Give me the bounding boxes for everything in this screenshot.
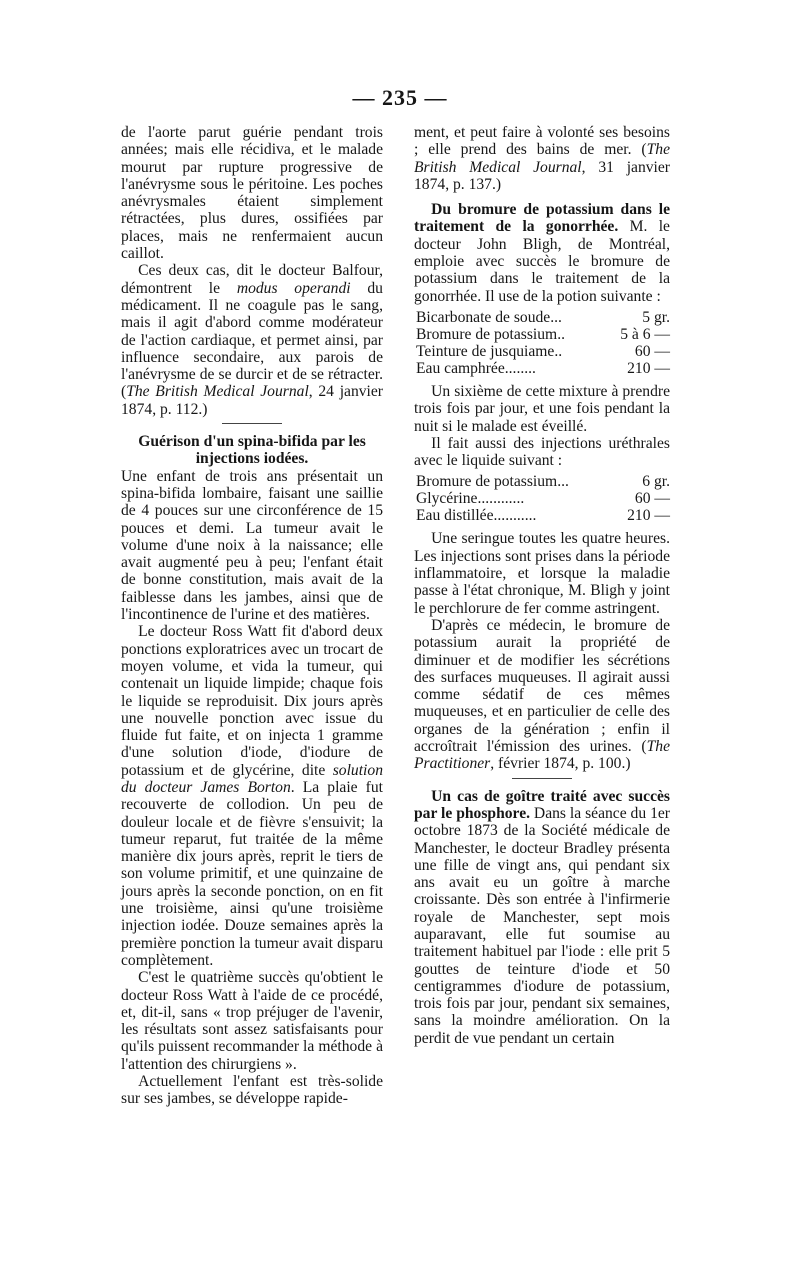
paragraph: C'est le quatrième succès qu'obtient le docteur Ross Watt à l'aide de ce procédé, et, dit-il, sans « trop préjuger de l'avenir, les résultats sont assez satisfaisants pour qu'ils puissent recommander la méthode à l'attention des chirurgiens ». <box>121 969 383 1073</box>
section-divider <box>512 778 572 779</box>
paragraph: Une seringue toutes les quatre heures. Les injections sont prises dans la période inflammatoire, et lorsque la maladie passe à l'état chronique, M. Bligh y joint le perchlorure de fer comme astringent. <box>414 530 670 617</box>
formula-row: Glycérine............ 60 — <box>416 490 670 508</box>
left-column <box>121 124 383 1108</box>
right-column <box>414 124 670 1047</box>
section-heading: Guérison d'un spina-bifida par les injections iodées. <box>138 433 366 468</box>
journal-citation: The Practitioner <box>414 738 670 773</box>
paragraph: Il fait aussi des injections uréthrales avec le liquide suivant : <box>414 434 670 470</box>
formula-row: Eau camphrée........ 210 — <box>416 359 670 377</box>
paragraph: Le docteur Ross Watt fit d'abord deux ponctions exploratrices avec un trocart de moyen volume, et vida la tumeur, qui contenait un liquide limpide; chaque fois le liquide se reproduisit. Dix jours après une nouvelle ponction avec issue du fluide fut faite, et on injecta 1 gramme d'une solution d'iode, d'iodure de potassium et de glycérine, dite solution du docteur James Borton. La plaie fut recouverte de collodion. Un peu de douleur locale et de fièvre s'ensuivit; la tumeur reparut, fut traitée de la même manière dix jours après, reprit le tiers de son volume primitif, et une quinzaine de jours après la seconde ponction, on en fit une troisième, ainsi qu'une troisième injection iodée. Douze semaines après la première ponction la tumeur avait disparu complètement. <box>121 623 383 969</box>
paragraph: Actuellement l'enfant est très-solide sur ses jambes, se développe rapide- <box>121 1073 383 1108</box>
journal-citation: The British Medical Journal <box>126 383 309 401</box>
section-paragraph: Du bromure de potassium dans le traitement de la gonorrhée. M. le docteur John Bligh, de Montréal, emploie avec succès le bromure de potassium dans le traitement de la gonorrhée. Il use de la potion suivante : <box>414 201 670 305</box>
italic-phrase: modus operandi <box>236 279 351 297</box>
paragraph: Ces deux cas, dit le docteur Balfour, démontrent le modus operandi du médicament. Il ne coagule pas le sang, mais il agit d'abord comme modérateur de l'action cardiaque, et permet ainsi, par influence secondaire, aux parois de l'anévrysme de se durcir et de se rétracter. (The British Medical Journal, 24 janvier 1874, p. 112.) <box>121 262 383 418</box>
formula-row: Bromure de potassium.. 5 à 6 — <box>416 325 670 343</box>
section-paragraph: Un cas de goître traité avec succès par le phosphore. Dans la séance du 1er octobre 1873 de la Société médicale de Manchester, le docteur Bradley présenta une fille de vingt ans, qui pendant six ans avait eu un goître à marche croissante. Dès son entrée à l'infirmerie royale de Manchester, sept mois auparavant, elle fut soumise au traitement habituel par l'iode : elle prit 5 gouttes de teinture d'iode et 50 centigrammes d'iodure de potassium, trois fois par jour, pendant six semaines, sans la moindre amélioration. On la perdit de vue pendant un certain <box>414 787 670 1047</box>
paragraph: Une enfant de trois ans présentait un spina-bifida lombaire, faisant une saillie de 4 pouces sur une circonférence de 15 pouces et demi. La tumeur avait le volume d'une noix à la naissance; elle avait augmenté peu à peu; l'enfant était de bonne constitution, mais avait de la faiblesse dans les jambes, ainsi que de l'incontinence de l'urine et des matières. <box>121 467 383 624</box>
formula-row: Bicarbonate de soude... 5 gr. <box>416 308 670 326</box>
page-number: — 235 — <box>352 85 448 110</box>
section-heading: Du bromure de potassium dans le traitement de la gonorrhée. <box>414 201 670 236</box>
formula-row: Eau distillée........... 210 — <box>416 507 670 525</box>
formula-potion <box>416 309 670 377</box>
formula-row: Bromure de potassium... 6 gr. <box>416 473 670 491</box>
section-heading: Un cas de goître traité avec succès par le phosphore. <box>414 787 670 822</box>
italic-phrase: solution du docteur James Borton <box>121 761 383 796</box>
journal-citation: The British Medical Journal <box>414 141 670 176</box>
paragraph: de l'aorte parut guérie pendant trois années; mais elle récidiva, et le malade mourut par rupture progressive de l'anévrysme sous le péritoine. Les poches anévrysmales étaient simplement rétractées, plus dures, ossifiées par places, mais ne renfermaient aucun caillot. <box>121 124 383 263</box>
formula-injection <box>416 473 670 524</box>
formula-row: Teinture de jusquiame.. 60 — <box>416 342 670 360</box>
paragraph: ment, et peut faire à volonté ses besoins ; elle prend des bains de mer. (The British Medical Journal, 31 janvier 1874, p. 137.) <box>414 124 670 193</box>
paragraph: D'après ce médecin, le bromure de potassium aurait la propriété de diminuer et de modifier les sécrétions des surfaces muqueuses. Il agirait aussi comme sédatif de ces mêmes muqueuses, et en particulier de celle des organes de la génération ; enfin il accroîtrait l'émission des urines. (The Practitioner, février 1874, p. 100.) <box>414 616 670 773</box>
section-divider <box>222 423 282 424</box>
paragraph: Un sixième de cette mixture à prendre trois fois par jour, et une fois pendant la nuit si le malade est éveillé. <box>414 382 670 435</box>
